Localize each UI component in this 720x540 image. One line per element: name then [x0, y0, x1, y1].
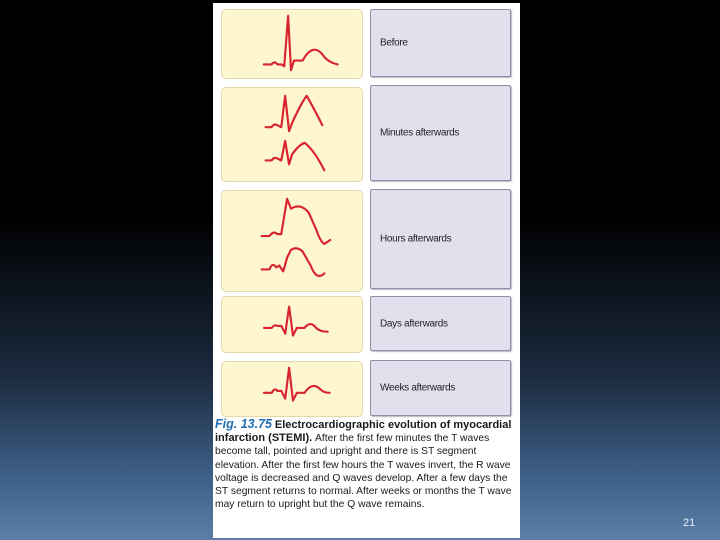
ecg-panel-days — [221, 296, 363, 353]
slide-page-number: 21 — [683, 517, 696, 529]
stage-label-weeks: Weeks afterwards — [380, 382, 456, 394]
ecg-panel-before — [221, 9, 363, 79]
stage-label-box-days — [370, 296, 511, 351]
ecg-trace-minutes — [222, 88, 362, 181]
stage-label-box-before — [370, 9, 511, 77]
ecg-panel-minutes — [221, 87, 363, 182]
figure-caption-body: After the first few minutes the T waves become tall, pointed and upright and there is ST segment elevation. After the first few hours the T waves invert, the R wave voltage is decreased and Q waves develop. After a few days the ST segment returns to normal. After weeks or months the T wave may return to upright but the Q wave remains. — [215, 433, 512, 511]
stage-label-box-hours — [370, 189, 511, 289]
stage-label-box-minutes — [370, 85, 511, 181]
figure-title: Electrocardiographic evolution of myocardial infarction (STEMI). — [215, 419, 512, 445]
ecg-trace-hours — [222, 191, 362, 291]
stage-label-box-weeks — [370, 360, 511, 416]
figure-image — [213, 3, 520, 538]
stage-label-days: Days afterwards — [380, 318, 448, 329]
stage-label-minutes: Minutes afterwards — [380, 127, 460, 139]
stage-label-hours: Hours afterwards — [380, 233, 452, 245]
stage-label-before: Before — [380, 37, 408, 49]
ecg-trace-days — [222, 297, 362, 352]
figure-number: Fig. 13.75 — [215, 417, 272, 431]
ecg-trace-weeks — [222, 362, 362, 416]
ecg-trace-before — [222, 10, 362, 78]
ecg-panel-weeks — [221, 361, 363, 417]
figure-caption — [215, 418, 518, 511]
ecg-panel-hours — [221, 190, 363, 292]
